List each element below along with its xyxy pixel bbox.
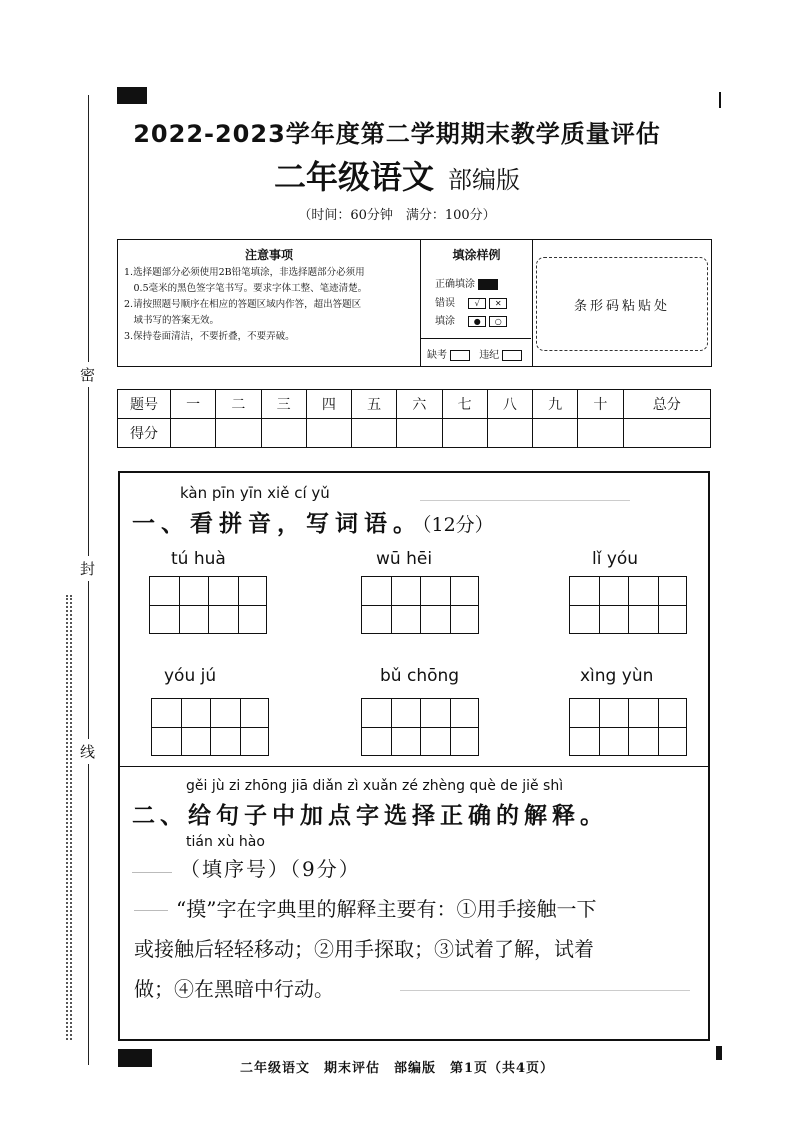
cross-mark-icon: ✕ bbox=[489, 298, 507, 309]
word-pinyin: bǔ chōng bbox=[380, 666, 460, 686]
score-header-cell: 五 bbox=[352, 390, 397, 419]
score-header-cell: 二 bbox=[216, 390, 261, 419]
section1-heading bbox=[132, 505, 494, 538]
score-cell[interactable] bbox=[442, 419, 487, 448]
faint-line bbox=[132, 872, 172, 873]
score-cell[interactable] bbox=[171, 419, 216, 448]
side-label-feng: 封 bbox=[80, 556, 95, 581]
score-header-cell: 六 bbox=[397, 390, 442, 419]
filled-mark-icon bbox=[478, 279, 498, 290]
score-table bbox=[117, 389, 711, 448]
violation-checkbox[interactable] bbox=[502, 350, 522, 361]
score-cell[interactable] bbox=[216, 419, 261, 448]
definition-line: 或接触后轻轻移动；②用手探取；③试着了解，试着 bbox=[134, 937, 594, 961]
section2-pinyin: gěi jù zi zhōng jiā diǎn zì xuǎn zé zhèng què de jiě shì bbox=[186, 778, 564, 794]
score-cell[interactable] bbox=[397, 419, 442, 448]
section2-subtitle: （填序号）（9分） bbox=[180, 857, 361, 881]
subject-title: 二年级语文 bbox=[273, 158, 434, 196]
word-pinyin: xìng yùn bbox=[580, 666, 654, 686]
exam-subtitle bbox=[0, 152, 794, 198]
score-header-cell: 八 bbox=[487, 390, 532, 419]
section1-title: 一、看拼音，写词语。 bbox=[132, 510, 422, 537]
absent-violation-row bbox=[427, 346, 522, 361]
fill-wrong-row bbox=[435, 294, 507, 309]
score-value-row bbox=[118, 419, 711, 448]
score-header-cell: 题号 bbox=[118, 390, 171, 419]
notice-line: 1.选择题部分必须使用2B铅笔填涂，非选择题部分必须用 bbox=[124, 267, 365, 278]
edition-label: 部编版 bbox=[448, 166, 520, 194]
definition-line: 做；④在黑暗中行动。 bbox=[134, 977, 334, 1001]
fill-wrong-label-1: 错误 bbox=[435, 298, 455, 309]
faint-line bbox=[134, 910, 168, 911]
score-header-cell: 三 bbox=[261, 390, 306, 419]
section1-pinyin: kàn pīn yīn xiě cí yǔ bbox=[180, 484, 330, 502]
fill-sample-panel bbox=[421, 240, 533, 366]
writing-grid[interactable] bbox=[361, 698, 479, 756]
section1-score: （12分） bbox=[422, 514, 494, 536]
score-cell[interactable] bbox=[352, 419, 397, 448]
writing-grid[interactable] bbox=[151, 698, 269, 756]
notice-title: 注意事项 bbox=[244, 248, 293, 262]
fill-divider bbox=[421, 338, 531, 339]
score-header-cell: 一 bbox=[171, 390, 216, 419]
score-header-cell: 四 bbox=[306, 390, 351, 419]
exam-title: 2022-2023学年度第二学期期末教学质量评估 bbox=[133, 120, 661, 148]
word-pinyin: lǐ yóu bbox=[592, 549, 639, 569]
fill-correct-row bbox=[435, 275, 498, 290]
section2-sub-pinyin: tián xù hào bbox=[186, 834, 265, 850]
section-divider bbox=[118, 766, 710, 767]
corner-mark-top-right bbox=[719, 92, 721, 108]
writing-grid[interactable] bbox=[149, 576, 267, 634]
dot-mark-icon: ● bbox=[468, 316, 486, 327]
score-header-cell: 十 bbox=[578, 390, 623, 419]
score-row-label: 得分 bbox=[118, 419, 171, 448]
absent-checkbox[interactable] bbox=[450, 350, 470, 361]
barcode-area: 条形码粘贴处 bbox=[536, 257, 708, 351]
notice-line: 0.5毫米的黑色签字笔书写。要求字体工整、笔迹清楚。 bbox=[124, 283, 368, 294]
writing-grid[interactable] bbox=[569, 698, 687, 756]
section2-title: 二、给句子中加点字选择正确的解释。 bbox=[132, 802, 608, 829]
writing-grid[interactable] bbox=[569, 576, 687, 634]
score-header-cell: 总分 bbox=[623, 390, 711, 419]
circle-mark-icon: ○ bbox=[489, 316, 507, 327]
score-cell[interactable] bbox=[578, 419, 623, 448]
fill-wrong-row-2 bbox=[435, 312, 507, 327]
time-info: （时间：60分钟 满分：100分） bbox=[298, 208, 496, 223]
corner-mark-top-left bbox=[117, 87, 147, 104]
notice-line: 域书写的答案无效。 bbox=[124, 315, 220, 326]
page-footer: 二年级语文 期末评估 部编版 第1页（共4页） bbox=[239, 1061, 555, 1076]
notice-panel bbox=[118, 240, 421, 366]
notice-list bbox=[118, 263, 420, 345]
score-cell[interactable] bbox=[487, 419, 532, 448]
side-label-xian: 线 bbox=[80, 739, 95, 764]
score-cell[interactable] bbox=[261, 419, 306, 448]
word-pinyin: yóu jú bbox=[164, 666, 217, 686]
score-cell[interactable] bbox=[623, 419, 711, 448]
faint-line bbox=[420, 500, 630, 501]
score-header-cell: 九 bbox=[533, 390, 578, 419]
violation-label: 违纪 bbox=[479, 350, 500, 361]
word-pinyin: wū hēi bbox=[376, 549, 433, 569]
side-label-mi: 密 bbox=[80, 362, 95, 387]
check-mark-icon: √ bbox=[468, 298, 486, 309]
writing-grid[interactable] bbox=[361, 576, 479, 634]
notice-line: 2.请按照题号顺序在相应的答题区域内作答，超出答题区 bbox=[124, 299, 362, 310]
fill-correct-label: 正确填涂 bbox=[435, 279, 475, 290]
score-header-row bbox=[118, 390, 711, 419]
score-cell[interactable] bbox=[533, 419, 578, 448]
notice-line: 3.保持卷面清洁，不要折叠，不要弄破。 bbox=[124, 331, 295, 342]
word-pinyin: tú huà bbox=[171, 549, 226, 569]
score-header-cell: 七 bbox=[442, 390, 487, 419]
absent-label: 缺考 bbox=[427, 350, 447, 361]
side-zigzag bbox=[66, 595, 72, 1040]
fill-wrong-label-2: 填涂 bbox=[435, 316, 455, 327]
fill-sample-title: 填涂样例 bbox=[452, 248, 501, 262]
info-box bbox=[117, 239, 712, 367]
score-cell[interactable] bbox=[306, 419, 351, 448]
definition-line: “摸”字在字典里的解释主要有：①用手接触一下 bbox=[176, 897, 597, 921]
faint-line bbox=[400, 990, 690, 991]
